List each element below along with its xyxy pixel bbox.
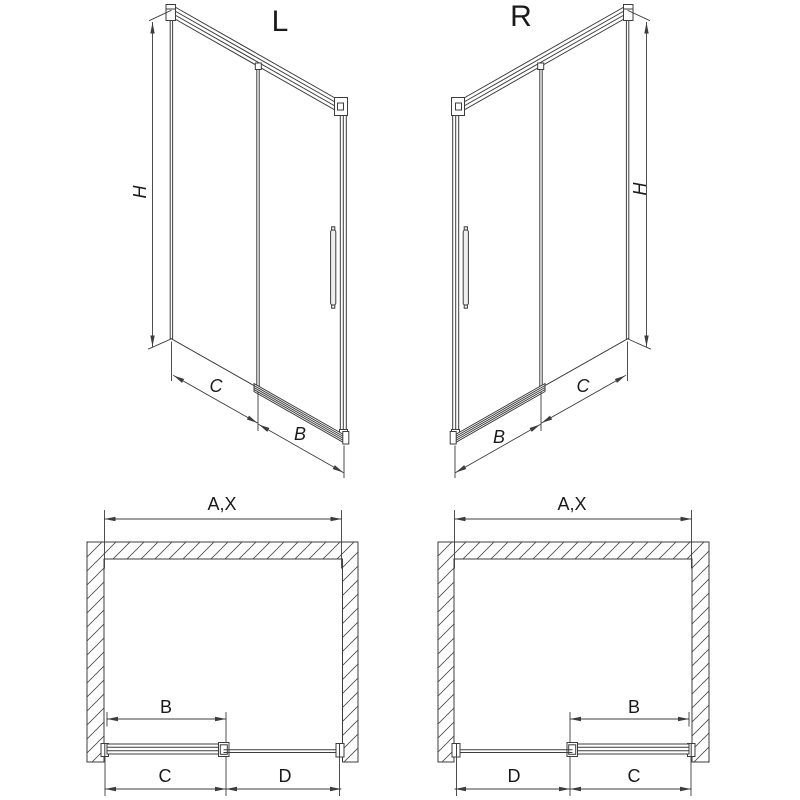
- plan-right-wall: [438, 542, 709, 762]
- plan-left-dim-b-label: B: [159, 697, 173, 717]
- plan-left-dim-c-label: C: [158, 766, 172, 786]
- iso-right-dim-height-label: H: [630, 182, 650, 196]
- plan-right-dim-c-label: C: [627, 766, 641, 786]
- plan-right-drawing: [438, 511, 709, 796]
- plan-left-dim-ax-label: A,X: [207, 494, 237, 514]
- plan-right-dim-ax-label: A,X: [557, 494, 587, 514]
- iso-right-dim-c-label: C: [576, 376, 590, 396]
- iso-left-drawing: [149, 5, 349, 478]
- iso-left-dim-b-label: B: [293, 424, 307, 444]
- plan-left-drawing: [87, 511, 358, 796]
- iso-left-title: L: [271, 5, 289, 38]
- plan-right-dim-d-label: D: [507, 766, 521, 786]
- iso-right-title: R: [510, 0, 532, 33]
- plan-left-wall: [87, 542, 358, 762]
- plan-right-dim-b-label: B: [627, 697, 641, 717]
- iso-left-dim-height-label: H: [130, 185, 150, 199]
- iso-right-drawing: [450, 5, 650, 478]
- iso-left-dim-c-label: C: [209, 376, 223, 396]
- plan-left-dim-d-label: D: [278, 766, 292, 786]
- iso-right-dim-b-label: B: [492, 427, 506, 447]
